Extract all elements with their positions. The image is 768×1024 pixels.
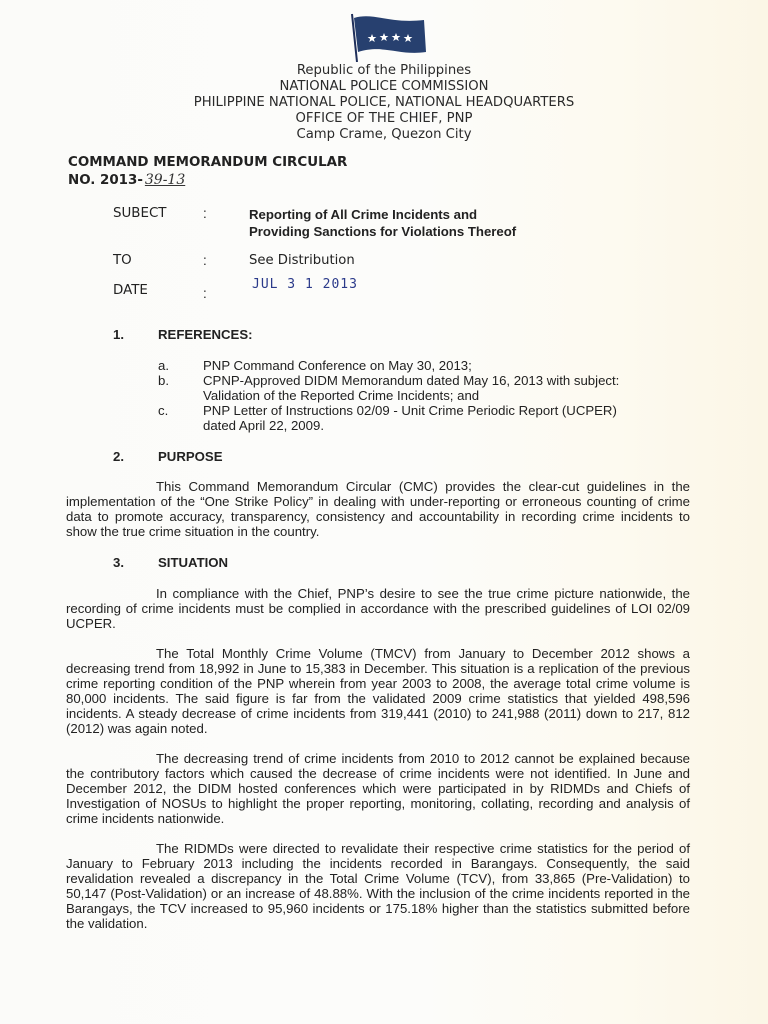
date-stamp: JUL 3 1 2013 <box>252 277 358 292</box>
situation-paragraph-2: The Total Monthly Crime Volume (TMCV) from January to December 2012 shows a decreasing trend from 18,992 in June to 15,383 in December. This situation is a replication of the previous crime reporting condition of the PNP wherein from year 2003 to 2008, the average total crime volume is 80,000 incidents. The said figure is far from the validated 2009 crime statistics that yielded 498,596 incidents. A steady decrease of crime incidents from 319,441 (2010) to 241,988 (2011) down to 217, 812 (2012) was again noted. <box>66 646 690 736</box>
list-item-text <box>203 358 472 373</box>
list-item-text <box>203 403 617 433</box>
to-label: TO <box>113 253 132 268</box>
subject-line-1: Reporting of All Crime Incidents and <box>249 207 478 222</box>
letterhead-line-3: PHILIPPINE NATIONAL POLICE, NATIONAL HEADQUARTERS <box>193 95 575 110</box>
section-situation-number: 3. <box>113 555 124 570</box>
memo-number <box>68 172 185 189</box>
section-references-title: REFERENCES: <box>158 327 253 342</box>
purpose-paragraph: This Command Memorandum Circular (CMC) provides the clear-cut guidelines in the implementation of the “One Strike Policy” in dealing with under-reporting or erroneous counting of crime data to promote accuracy, transparency, consistency and accountability in recording crime incidents to show the true crime situation in the country. <box>66 479 690 539</box>
section-purpose-title: PURPOSE <box>158 449 223 464</box>
memo-number-prefix: NO. 2013- <box>68 173 143 188</box>
situation-paragraph-3: The decreasing trend of crime incidents from 2010 to 2012 cannot be explained because the contributory factors which caused the decrease of crime incidents were not identified. In June and December 2012, the DIDM hosted conferences which were participated in by RIDMDs and Chiefs of Investigation of NOSUs to highlight the proper reporting, monitoring, collating, recording and analysis of crime incidents nationwide. <box>66 751 690 826</box>
list-item <box>158 373 619 403</box>
to-value: See Distribution <box>249 253 355 268</box>
letterhead <box>0 63 768 143</box>
list-item-letter: c. <box>158 403 169 418</box>
list-item-letter: a. <box>158 358 169 373</box>
list-item-line: dated April 22, 2009. <box>203 418 324 433</box>
list-item <box>158 358 619 373</box>
section-references-number: 1. <box>113 327 124 342</box>
section-purpose-number: 2. <box>113 449 124 464</box>
list-item-letter: b. <box>158 373 169 388</box>
list-item-line: Validation of the Reported Crime Incidents; and <box>203 388 480 403</box>
subject-label: SUBECT <box>113 206 167 221</box>
subject-line-2: Providing Sanctions for Violations Thereof <box>249 224 517 239</box>
list-item-line: CPNP-Approved DIDM Memorandum dated May 16, 2013 with subject: <box>203 373 620 388</box>
subject-colon: : <box>203 206 207 221</box>
list-item <box>158 403 619 433</box>
letterhead-line-5: Camp Crame, Quezon City <box>296 127 472 142</box>
memo-number-handwritten: 39-13 <box>144 172 186 188</box>
memo-title: COMMAND MEMORANDUM CIRCULAR <box>68 155 348 170</box>
references-list <box>158 358 619 433</box>
situation-paragraph-4: The RIDMDs were directed to revalidate their respective crime statistics for the period of January to February 2013 including the incidents recorded in Barangays. Consequently, the said revalidation revealed a discrepancy in the Total Crime Volume (TCV), from 33,865 (Pre-Validation) to 50,147 (Post-Validation) or an increase of 48.88%. With the inclusion of the crime incidents reported in the Barangays, the TCV increased to 95,960 incidents or 175.18% higher than the statistics submitted before the validation. <box>66 841 690 931</box>
section-situation-title: SITUATION <box>158 555 229 570</box>
situation-paragraph-1: In compliance with the Chief, PNP’s desire to see the true crime picture nationwide, the recording of crime incidents must be complied in accordance with the prescribed guidelines of LOI 02/09 UCPER. <box>66 586 690 631</box>
to-colon: : <box>203 253 207 268</box>
list-item-text <box>203 373 619 403</box>
date-label: DATE <box>113 283 148 298</box>
list-item-line: PNP Command Conference on May 30, 2013; <box>203 358 472 373</box>
letterhead-line-4: OFFICE OF THE CHIEF, PNP <box>295 111 473 126</box>
letterhead-line-2: NATIONAL POLICE COMMISSION <box>279 79 489 94</box>
letterhead-line-1: Republic of the Philippines <box>296 63 472 78</box>
subject-value <box>249 206 516 240</box>
list-item-line: PNP Letter of Instructions 02/09 - Unit Crime Periodic Report (UCPER) <box>203 403 617 418</box>
flag-emblem-icon <box>344 12 428 62</box>
date-colon: : <box>203 286 207 301</box>
